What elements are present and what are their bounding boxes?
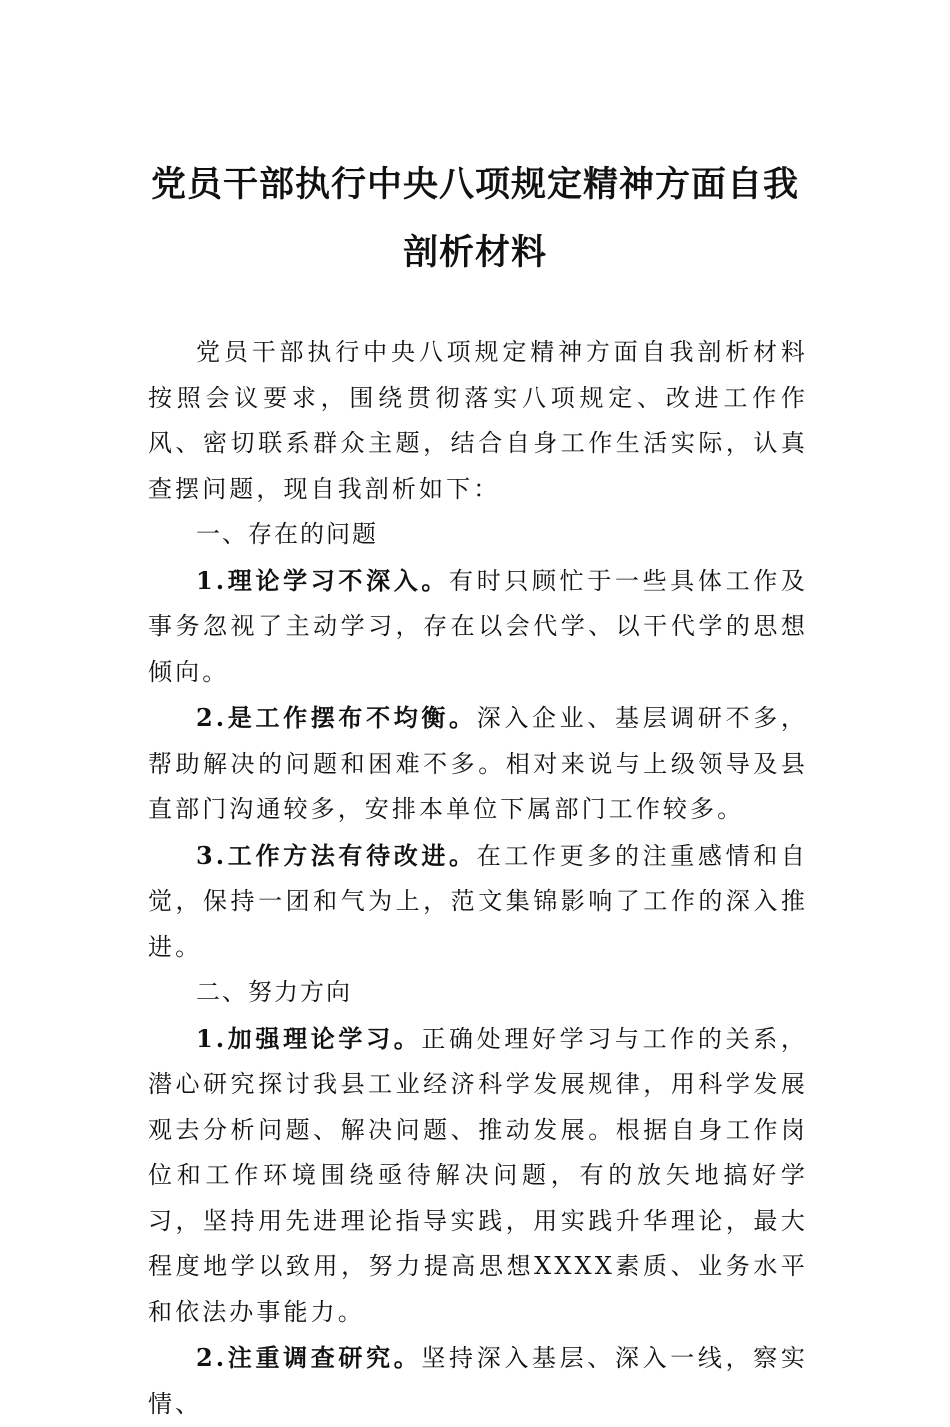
direction-item-2: [148, 1335, 808, 1427]
problem-item-2: [148, 695, 808, 833]
section-heading-problems: 一、存在的问题: [196, 520, 378, 548]
problem-item-2-lead: 2.是工作摆布不均衡。: [196, 703, 477, 732]
intro-paragraph: 党员干部执行中央八项规定精神方面自我剖析材料按照会议要求，围绕贯彻落实八项规定、改进工作作风、密切联系群众主题，结合自身工作生活实际，认真查摆问题，现自我剖析如下：: [148, 338, 808, 503]
problem-item-1-lead: 1.理论学习不深入。: [196, 565, 450, 595]
direction-item-1-lead: 1.加强理论学习。: [196, 1023, 422, 1053]
direction-item-2-lead: 2.注重调查研究。: [196, 1343, 422, 1372]
direction-item-1: [148, 1016, 808, 1336]
problem-item-1-text: 有时只顾忙于一些具体工作及事务忽视了主动学习，存在以会代学、以干代学的思想倾向。: [148, 566, 808, 686]
problem-item-2-text: 深入企业、基层调研不多，帮助解决的问题和困难不多。相对来说与上级领导及县直部门沟通较多，安排本单位下属部门工作较多。: [148, 704, 808, 823]
direction-item-1-text: 正确处理好学习与工作的关系，潜心研究探讨我县工业经济科学发展规律，用科学发展观去分析问题、解决问题、推动发展。根据自身工作岗位和工作环境围绕亟待解决问题，有的放矢地搞好学习，坚持用先进理论指导实践，用实践升华理论，最大程度地学以致用，努力提高思想XXXX素质、业务水平和依法办事能力。: [148, 1024, 808, 1326]
document-title-line-2: 剖析材料: [402, 232, 547, 273]
problem-item-3-text: 在工作更多的注重感情和自觉，保持一团和气为上，范文集锦影响了工作的深入推进。: [148, 841, 808, 961]
problem-item-3-lead: 3.工作方法有待改进。: [196, 840, 477, 870]
problem-item-3: [148, 833, 808, 971]
document-body: [148, 330, 808, 1427]
problem-item-1: [148, 558, 808, 696]
section-heading-direction: 二、努力方向: [196, 978, 352, 1006]
direction-item-2-text: 坚持深入基层、深入一线，察实情、: [148, 1344, 808, 1418]
document-title-line-1: 党员干部执行中央八项规定精神方面自我: [150, 164, 799, 205]
